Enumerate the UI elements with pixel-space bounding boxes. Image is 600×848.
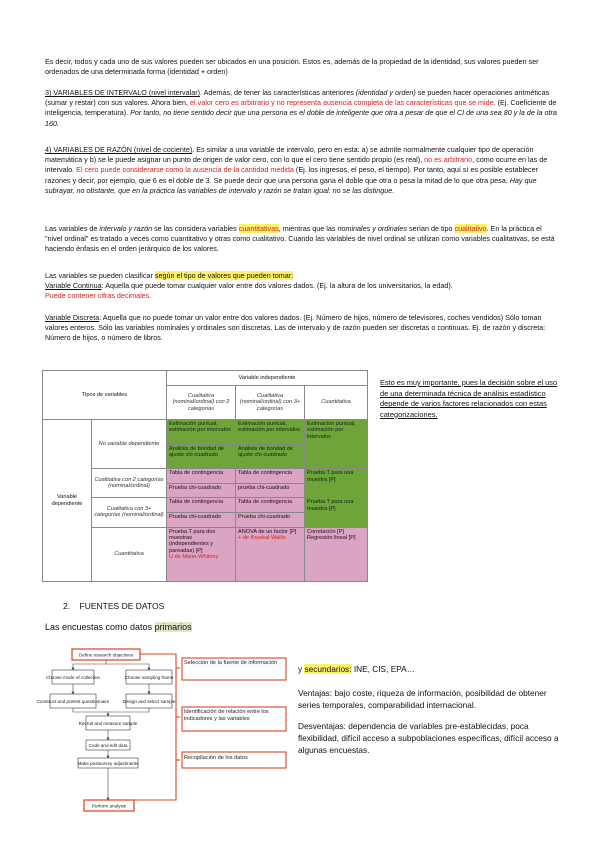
- table-cell: Tabla de contingencia: [167, 498, 236, 513]
- section-title: FUENTES DE DATOS: [79, 601, 165, 611]
- quant-1-text: Prueba T para dos muestras (independientes y pareadas) [P]: [169, 528, 216, 554]
- table-cell: Estimación puntual, estimación por intervalos: [236, 420, 305, 445]
- table-cell: Estimación puntual, estimación por intervalos: [305, 420, 368, 469]
- step-mid4-label: Code and edit data: [88, 743, 128, 748]
- secondary-highlight: secundarios:: [304, 664, 352, 674]
- secondary-sources: [298, 664, 563, 676]
- p4-text-d: , mientras que las: [278, 224, 338, 233]
- col-head-quant: Cuantitativa: [305, 385, 368, 419]
- p5-text-a: Las variables se pueden clasificar: [45, 271, 155, 280]
- statistical-tests-table: [42, 370, 368, 582]
- paragraph-identity-order: [45, 57, 560, 77]
- phase-2-label: Identificación de relación entre los indicadores y las variables: [184, 709, 269, 722]
- continuous-heading: Variable Continua: [45, 281, 102, 291]
- importance-note: Esto es muy importante, pues la decisión sobre el uso de una determinada técnica de análisis estadístico depende de varios factores relacionados con estas categorizaciones.: [380, 378, 558, 419]
- continuous-text: : Aquella que puede tomar cualquier valor entre dos valores dados. (Ej. la altura de los universitarios, la edad).: [101, 281, 453, 291]
- primary-highlight: primarios: [154, 622, 192, 632]
- phase-1-text-wrap: [184, 660, 284, 680]
- classification-highlight: según el tipo de valores que pueden tomar:: [154, 271, 294, 280]
- p2-text-e: Por tanto, no tiene sentido decir que una persona es el doble de inteligente que otra a pesar de que el CI de una sea 80 y la de la otra 160.: [45, 108, 557, 128]
- continuous-red: Puede contener cifras decimales.: [45, 291, 152, 301]
- table-cell: Tabla de contingencia: [167, 469, 236, 484]
- phase-2-text-wrap: [184, 709, 284, 731]
- paragraph-quant-qual: [45, 224, 560, 255]
- p4-text-b: intervalo y razón: [99, 224, 153, 233]
- table-cell: Prueba chi-cuadrado: [236, 512, 305, 527]
- table-cell: [167, 527, 236, 581]
- quant-2-red: + de Kruskal-Wallis: [238, 534, 286, 541]
- quantitative-highlight: cuantitativas: [238, 224, 279, 233]
- table-cell: Estimación puntual, estimación por intervalos: [167, 420, 236, 445]
- p2-text-a: . Además, de tener las características anteriores: [199, 88, 356, 97]
- col-head-qual2: Cualitativa (nominal/ordinal) con 2 categorías: [167, 385, 236, 419]
- p3-text-a: . Es similar a una variable de intervalo, pero en esta: a) se admite normalmente cualquier tipo de operación matemática y b) se le puede asignar un punto de origen de valor cero, con lo que el cero tiene sentido propio (es real),: [45, 145, 534, 165]
- subtitle-text: Las encuestas como datos: [45, 622, 155, 632]
- row-quantitative: Cuantitativa: [92, 527, 167, 581]
- step-right1-label: Choose sampling frame: [124, 675, 174, 680]
- table-cell: Prueba T para una muestra [P]: [305, 469, 368, 498]
- phase-3-text-wrap: [184, 755, 284, 767]
- paragraph-interval: [45, 88, 560, 129]
- table-cell: Análisis de bondad de ajuste chi-cuadrado: [167, 444, 236, 469]
- p4-text-a: Las variables de: [45, 224, 100, 233]
- row-qual-3: Cualitativa con 3+ categorías (nominal/ordinal): [92, 498, 167, 527]
- step-bottom-label: Perform analysis: [91, 803, 127, 809]
- advantages-text: Ventajas: bajo coste, riqueza de información, posibilidad de obtener series temporales, comparabilidad internacional.: [298, 688, 547, 710]
- discrete-text: : Aquella que no puede tomar un valor entre dos valores dados. (Ej. Número de hijos, número de televisores, coches vendidos) Sólo toman valores enteros. Sólo las variables nominales y ordinales son discretas. Las de intervalo y de razón pueden ser discretas o continuas. Ej. de razón y discreta: Número de hijos, o número de libros.: [45, 313, 546, 343]
- p4-text-f: serían de tipo: [407, 224, 455, 233]
- step-top-label: Define research objectives: [78, 652, 134, 658]
- step-left2-label: Construct and pretest questionnaire: [36, 699, 110, 704]
- table-cell: Prueba T para una muestra [P]: [305, 498, 368, 527]
- table-cell: Correlación [P] Regresión lineal [P]: [305, 527, 368, 581]
- p3-text-c: (Ej. los ingresos, el peso, el tiempo). Por tanto, aquí sí es posible establecer razones y decir, por ejemplo, que 6 es el doble de 3. Se puede decir que una persona gana el doble que otra o pesa la mitad de lo que otra pesa.: [45, 165, 539, 185]
- p3-text-d: Hay que subrayar, no obstante, que en la práctica las variables de intervalo y razón se tratan igual: no se las distingue.: [45, 175, 537, 195]
- table-cell: prueba chi-cuadrado: [236, 483, 305, 498]
- interval-heading: 3) VARIABLES DE INTERVALO (nivel intervalar): [45, 88, 200, 97]
- p3-red-2: El cero puede considerarse como la ausencia de la cantidad medida: [76, 165, 294, 175]
- disadvantages-text: Desventajas: dependencia de variables pre-establecidas, poca flexibilidad, difícil acceso a subpoblaciones específicas, difícil acceso a algunas encuestas.: [298, 721, 559, 755]
- p2-text-b: (identidad y orden): [355, 88, 416, 97]
- row-qual-2: Cualitativa con 2 categorías (nominal/ordinal): [92, 469, 167, 498]
- table-cell: [236, 527, 305, 581]
- p4-text-g: . En la práctica el "nivel ordinal" es tratado a veces como cuantitativo y otras como cualitativo. Cuando las variables de nivel ordinal se utilizan como variables cualitativas, se está haciendo énfasis en el orden jerárquico de los valores.: [45, 224, 555, 254]
- independent-variable-header: Variable independiente: [167, 371, 368, 386]
- quant-1-red: U de Mann-Whitney: [169, 554, 219, 561]
- phase-1-label: Selección de la fuente de información: [184, 660, 278, 666]
- p2-red-text: el valor cero es arbitrario y no representa ausencia completa de las características que se mide: [190, 98, 494, 108]
- table-cell: Tabla de contingencia: [236, 498, 305, 513]
- paragraph-classification: [45, 271, 560, 302]
- step-right2-label: Design and select sample: [122, 699, 176, 704]
- table-cell: Prueba chi-cuadrado: [167, 483, 236, 498]
- paragraph-ratio: [45, 145, 560, 196]
- dependent-variable-label: Variable dependiente: [43, 420, 92, 582]
- p2-text-d: . (Ej. Coeficiente de inteligencia, temperatura).: [45, 98, 557, 118]
- discrete-heading: Variable Discreta: [45, 313, 100, 322]
- table-corner: Tipos de variables: [43, 371, 167, 420]
- p2-text-c: se pueden hacer operaciones aritméticas (sumar y restar) con sus valores. Ahora bien,: [45, 88, 550, 108]
- step-left1-label: Choose mode of collection: [45, 675, 101, 680]
- quant-2-text: ANOVA de un factor [P]: [238, 528, 297, 535]
- row-no-dependent: No variable dependiente: [92, 420, 167, 469]
- qualitative-highlight: cualitativo: [454, 224, 487, 233]
- primary-data-subtitle: [45, 622, 192, 632]
- table-cell: Tabla de contingencia: [236, 469, 305, 484]
- table-cell: Análisis de bondad de ajuste chi-cuadrado: [236, 444, 305, 469]
- section-heading: [63, 601, 164, 611]
- section-number: 2.: [63, 601, 71, 611]
- ratio-heading: 4) VARIABLES DE RAZÓN (nivel de cociente): [45, 145, 193, 154]
- phase-3-label: Recopilación de los datos: [184, 755, 248, 761]
- p3-red-1: no es arbitrario: [424, 155, 473, 165]
- col-head-qual3: Cualitativa (nominal/ordinal) con 3+ categorías: [236, 385, 305, 419]
- paragraph-discrete: [45, 313, 560, 344]
- secondary-sources-list: INE, CIS, EPA…: [351, 664, 415, 674]
- step-mid5-label: Make postsurvey adjustments: [77, 761, 139, 766]
- secondary-prefix: y: [298, 664, 305, 674]
- table-cell: Prueba chi-cuadrado: [167, 512, 236, 527]
- step-mid3-label: Recruit and measure sample: [78, 721, 138, 726]
- p4-text-e: nominales y ordinales: [337, 224, 407, 233]
- p1-text: Es decir, todos y cada uno de sus valores pueden ser ubicados en una posición. Estos es, además de la propiedad de la identidad, sus valores pueden ser ordenados de una determinada forma (identidad + orden): [45, 57, 539, 77]
- p3-text-b: , como ocurre en las de intervalo.: [45, 155, 548, 175]
- survey-process-diagram: [36, 640, 288, 818]
- p4-text-c: se las considera variables: [152, 224, 239, 233]
